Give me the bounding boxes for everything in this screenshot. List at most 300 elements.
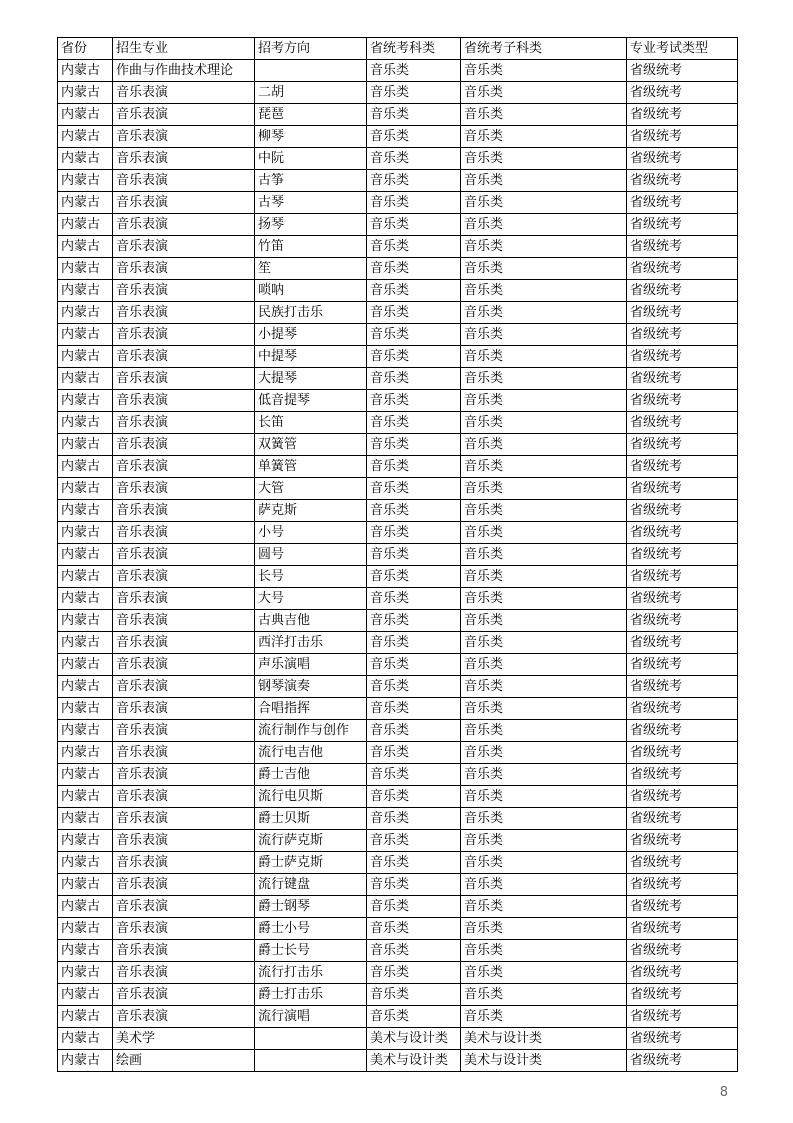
- cell-province: 内蒙古: [58, 258, 113, 280]
- table-row: [58, 214, 738, 236]
- cell-exam-subcategory: 音乐类: [461, 632, 627, 654]
- cell-exam-category: 音乐类: [367, 610, 461, 632]
- cell-exam-category: 音乐类: [367, 742, 461, 764]
- cell-exam-subcategory: 音乐类: [461, 720, 627, 742]
- cell-major: 音乐表演: [113, 544, 255, 566]
- cell-exam-type: 省级统考: [627, 764, 738, 786]
- cell-exam-type: 省级统考: [627, 808, 738, 830]
- cell-exam-subcategory: 音乐类: [461, 962, 627, 984]
- table-row: [58, 500, 738, 522]
- cell-direction: 古琴: [255, 192, 367, 214]
- cell-exam-type: 省级统考: [627, 192, 738, 214]
- table-row: [58, 962, 738, 984]
- cell-province: 内蒙古: [58, 1050, 113, 1072]
- cell-exam-category: 音乐类: [367, 786, 461, 808]
- cell-direction: 长笛: [255, 412, 367, 434]
- cell-exam-subcategory: 音乐类: [461, 654, 627, 676]
- cell-direction: 大提琴: [255, 368, 367, 390]
- cell-direction: 声乐演唱: [255, 654, 367, 676]
- table-row: [58, 610, 738, 632]
- cell-major: 音乐表演: [113, 82, 255, 104]
- cell-exam-category: 音乐类: [367, 82, 461, 104]
- cell-exam-subcategory: 音乐类: [461, 698, 627, 720]
- cell-major: 音乐表演: [113, 258, 255, 280]
- cell-exam-category: 音乐类: [367, 632, 461, 654]
- cell-direction: 二胡: [255, 82, 367, 104]
- cell-direction: 古典吉他: [255, 610, 367, 632]
- cell-exam-type: 省级统考: [627, 258, 738, 280]
- cell-exam-category: 音乐类: [367, 654, 461, 676]
- cell-province: 内蒙古: [58, 896, 113, 918]
- cell-province: 内蒙古: [58, 280, 113, 302]
- cell-exam-type: 省级统考: [627, 544, 738, 566]
- table-row: [58, 830, 738, 852]
- cell-major: 音乐表演: [113, 940, 255, 962]
- cell-direction: 民族打击乐: [255, 302, 367, 324]
- cell-major: 音乐表演: [113, 412, 255, 434]
- cell-province: 内蒙古: [58, 654, 113, 676]
- table-row: [58, 522, 738, 544]
- cell-province: 内蒙古: [58, 764, 113, 786]
- cell-exam-type: 省级统考: [627, 566, 738, 588]
- cell-major: 音乐表演: [113, 764, 255, 786]
- cell-direction: 合唱指挥: [255, 698, 367, 720]
- cell-major: 音乐表演: [113, 192, 255, 214]
- table-row: [58, 434, 738, 456]
- cell-exam-category: 音乐类: [367, 852, 461, 874]
- table-row: [58, 984, 738, 1006]
- cell-major: 音乐表演: [113, 610, 255, 632]
- table-row: [58, 566, 738, 588]
- cell-province: 内蒙古: [58, 1028, 113, 1050]
- table-row: [58, 654, 738, 676]
- cell-exam-subcategory: 音乐类: [461, 478, 627, 500]
- admissions-table: [57, 37, 738, 1072]
- table-row: [58, 896, 738, 918]
- cell-exam-subcategory: 音乐类: [461, 786, 627, 808]
- table-row: [58, 60, 738, 82]
- cell-exam-type: 省级统考: [627, 82, 738, 104]
- cell-exam-subcategory: 音乐类: [461, 214, 627, 236]
- cell-direction: 笙: [255, 258, 367, 280]
- cell-direction: 流行电吉他: [255, 742, 367, 764]
- cell-direction: 琵琶: [255, 104, 367, 126]
- cell-major: 音乐表演: [113, 500, 255, 522]
- table-row: [58, 588, 738, 610]
- header-direction: 招考方向: [255, 38, 367, 60]
- cell-province: 内蒙古: [58, 368, 113, 390]
- header-province: 省份: [58, 38, 113, 60]
- cell-province: 内蒙古: [58, 324, 113, 346]
- cell-exam-type: 省级统考: [627, 588, 738, 610]
- cell-direction: 爵士钢琴: [255, 896, 367, 918]
- cell-exam-subcategory: 美术与设计类: [461, 1028, 627, 1050]
- table-row: [58, 82, 738, 104]
- cell-direction: [255, 1050, 367, 1072]
- cell-exam-type: 省级统考: [627, 874, 738, 896]
- cell-province: 内蒙古: [58, 346, 113, 368]
- table-row: [58, 170, 738, 192]
- table-row: [58, 324, 738, 346]
- cell-province: 内蒙古: [58, 214, 113, 236]
- cell-province: 内蒙古: [58, 390, 113, 412]
- cell-exam-subcategory: 音乐类: [461, 918, 627, 940]
- cell-province: 内蒙古: [58, 1006, 113, 1028]
- cell-exam-type: 省级统考: [627, 368, 738, 390]
- cell-major: 音乐表演: [113, 852, 255, 874]
- cell-exam-subcategory: 音乐类: [461, 236, 627, 258]
- cell-province: 内蒙古: [58, 60, 113, 82]
- cell-exam-type: 省级统考: [627, 720, 738, 742]
- cell-exam-category: 音乐类: [367, 236, 461, 258]
- cell-exam-category: 音乐类: [367, 764, 461, 786]
- cell-direction: 萨克斯: [255, 500, 367, 522]
- cell-exam-type: 省级统考: [627, 346, 738, 368]
- cell-exam-category: 音乐类: [367, 104, 461, 126]
- cell-direction: 中阮: [255, 148, 367, 170]
- cell-direction: 流行萨克斯: [255, 830, 367, 852]
- cell-province: 内蒙古: [58, 830, 113, 852]
- cell-major: 音乐表演: [113, 1006, 255, 1028]
- cell-exam-category: 音乐类: [367, 170, 461, 192]
- cell-exam-category: 音乐类: [367, 346, 461, 368]
- cell-exam-subcategory: 音乐类: [461, 60, 627, 82]
- table-row: [58, 786, 738, 808]
- cell-exam-category: 音乐类: [367, 918, 461, 940]
- cell-exam-type: 省级统考: [627, 1028, 738, 1050]
- cell-major: 美术学: [113, 1028, 255, 1050]
- cell-direction: 爵士小号: [255, 918, 367, 940]
- cell-direction: 圆号: [255, 544, 367, 566]
- cell-exam-subcategory: 音乐类: [461, 302, 627, 324]
- cell-exam-subcategory: 音乐类: [461, 830, 627, 852]
- cell-exam-type: 省级统考: [627, 522, 738, 544]
- header-exam-subcategory: 省统考子科类: [461, 38, 627, 60]
- cell-direction: 中提琴: [255, 346, 367, 368]
- cell-exam-type: 省级统考: [627, 434, 738, 456]
- table-row: [58, 1006, 738, 1028]
- cell-exam-category: 音乐类: [367, 456, 461, 478]
- cell-province: 内蒙古: [58, 632, 113, 654]
- cell-province: 内蒙古: [58, 786, 113, 808]
- cell-major: 音乐表演: [113, 456, 255, 478]
- cell-exam-type: 省级统考: [627, 654, 738, 676]
- cell-exam-subcategory: 音乐类: [461, 742, 627, 764]
- cell-exam-subcategory: 音乐类: [461, 368, 627, 390]
- cell-exam-subcategory: 音乐类: [461, 148, 627, 170]
- table-header-row: [58, 38, 738, 60]
- cell-exam-type: 省级统考: [627, 456, 738, 478]
- cell-major: 音乐表演: [113, 632, 255, 654]
- cell-province: 内蒙古: [58, 456, 113, 478]
- cell-exam-subcategory: 音乐类: [461, 852, 627, 874]
- table-row: [58, 742, 738, 764]
- cell-exam-type: 省级统考: [627, 280, 738, 302]
- cell-major: 音乐表演: [113, 830, 255, 852]
- cell-province: 内蒙古: [58, 808, 113, 830]
- document-sheet: [57, 37, 737, 1072]
- table-row: [58, 280, 738, 302]
- cell-exam-category: 美术与设计类: [367, 1028, 461, 1050]
- cell-exam-category: 音乐类: [367, 874, 461, 896]
- cell-major: 音乐表演: [113, 896, 255, 918]
- cell-direction: 小号: [255, 522, 367, 544]
- table-row: [58, 852, 738, 874]
- cell-province: 内蒙古: [58, 170, 113, 192]
- header-exam-category: 省统考科类: [367, 38, 461, 60]
- cell-exam-type: 省级统考: [627, 676, 738, 698]
- table-row: [58, 676, 738, 698]
- cell-major: 音乐表演: [113, 170, 255, 192]
- cell-exam-type: 省级统考: [627, 984, 738, 1006]
- cell-province: 内蒙古: [58, 302, 113, 324]
- cell-exam-category: 音乐类: [367, 478, 461, 500]
- cell-exam-type: 省级统考: [627, 148, 738, 170]
- cell-exam-category: 音乐类: [367, 148, 461, 170]
- header-major: 招生专业: [113, 38, 255, 60]
- table-row: [58, 192, 738, 214]
- cell-province: 内蒙古: [58, 852, 113, 874]
- table-row: [58, 720, 738, 742]
- cell-direction: 爵士吉他: [255, 764, 367, 786]
- cell-major: 音乐表演: [113, 368, 255, 390]
- cell-exam-category: 音乐类: [367, 984, 461, 1006]
- cell-exam-category: 音乐类: [367, 698, 461, 720]
- header-exam-type: 专业考试类型: [627, 38, 738, 60]
- cell-exam-subcategory: 音乐类: [461, 258, 627, 280]
- cell-exam-type: 省级统考: [627, 126, 738, 148]
- cell-major: 音乐表演: [113, 302, 255, 324]
- table-row: [58, 808, 738, 830]
- table-row: [58, 478, 738, 500]
- cell-exam-subcategory: 音乐类: [461, 610, 627, 632]
- table-row: [58, 632, 738, 654]
- cell-exam-type: 省级统考: [627, 742, 738, 764]
- cell-direction: 扬琴: [255, 214, 367, 236]
- cell-exam-subcategory: 音乐类: [461, 764, 627, 786]
- cell-exam-category: 音乐类: [367, 60, 461, 82]
- cell-exam-category: 音乐类: [367, 412, 461, 434]
- cell-province: 内蒙古: [58, 940, 113, 962]
- cell-province: 内蒙古: [58, 236, 113, 258]
- cell-province: 内蒙古: [58, 676, 113, 698]
- cell-major: 音乐表演: [113, 566, 255, 588]
- cell-exam-subcategory: 音乐类: [461, 896, 627, 918]
- table-row: [58, 918, 738, 940]
- cell-province: 内蒙古: [58, 148, 113, 170]
- cell-direction: 爵士长号: [255, 940, 367, 962]
- cell-exam-category: 音乐类: [367, 896, 461, 918]
- cell-exam-type: 省级统考: [627, 632, 738, 654]
- page-number: 8: [719, 1085, 728, 1100]
- table-body: [58, 60, 738, 1072]
- cell-direction: 大管: [255, 478, 367, 500]
- cell-exam-type: 省级统考: [627, 214, 738, 236]
- cell-exam-category: 音乐类: [367, 566, 461, 588]
- cell-major: 音乐表演: [113, 390, 255, 412]
- table-row: [58, 236, 738, 258]
- cell-major: 作曲与作曲技术理论: [113, 60, 255, 82]
- table-row: [58, 544, 738, 566]
- cell-exam-type: 省级统考: [627, 478, 738, 500]
- cell-exam-subcategory: 音乐类: [461, 544, 627, 566]
- cell-exam-subcategory: 音乐类: [461, 984, 627, 1006]
- cell-province: 内蒙古: [58, 126, 113, 148]
- cell-major: 音乐表演: [113, 676, 255, 698]
- cell-province: 内蒙古: [58, 566, 113, 588]
- cell-exam-category: 音乐类: [367, 720, 461, 742]
- cell-exam-subcategory: 音乐类: [461, 522, 627, 544]
- cell-province: 内蒙古: [58, 918, 113, 940]
- cell-exam-subcategory: 音乐类: [461, 1006, 627, 1028]
- cell-province: 内蒙古: [58, 500, 113, 522]
- cell-direction: [255, 1028, 367, 1050]
- cell-direction: 钢琴演奏: [255, 676, 367, 698]
- cell-province: 内蒙古: [58, 104, 113, 126]
- cell-exam-subcategory: 音乐类: [461, 500, 627, 522]
- cell-exam-category: 音乐类: [367, 940, 461, 962]
- cell-exam-subcategory: 音乐类: [461, 808, 627, 830]
- cell-exam-type: 省级统考: [627, 390, 738, 412]
- cell-major: 音乐表演: [113, 148, 255, 170]
- cell-exam-subcategory: 音乐类: [461, 192, 627, 214]
- cell-province: 内蒙古: [58, 742, 113, 764]
- cell-exam-type: 省级统考: [627, 896, 738, 918]
- cell-direction: 流行打击乐: [255, 962, 367, 984]
- cell-direction: 低音提琴: [255, 390, 367, 412]
- cell-direction: 小提琴: [255, 324, 367, 346]
- cell-exam-category: 音乐类: [367, 368, 461, 390]
- cell-exam-type: 省级统考: [627, 60, 738, 82]
- cell-exam-type: 省级统考: [627, 412, 738, 434]
- cell-major: 音乐表演: [113, 742, 255, 764]
- table-row: [58, 368, 738, 390]
- cell-major: 音乐表演: [113, 126, 255, 148]
- cell-exam-subcategory: 音乐类: [461, 874, 627, 896]
- cell-exam-category: 音乐类: [367, 808, 461, 830]
- cell-direction: 大号: [255, 588, 367, 610]
- table-row: [58, 1028, 738, 1050]
- cell-exam-category: 音乐类: [367, 390, 461, 412]
- cell-exam-type: 省级统考: [627, 940, 738, 962]
- cell-exam-subcategory: 音乐类: [461, 82, 627, 104]
- cell-exam-category: 音乐类: [367, 830, 461, 852]
- cell-major: 音乐表演: [113, 698, 255, 720]
- table-row: [58, 1050, 738, 1072]
- cell-exam-subcategory: 音乐类: [461, 390, 627, 412]
- cell-province: 内蒙古: [58, 610, 113, 632]
- cell-major: 音乐表演: [113, 280, 255, 302]
- cell-province: 内蒙古: [58, 720, 113, 742]
- table-row: [58, 764, 738, 786]
- table-row: [58, 346, 738, 368]
- cell-direction: [255, 60, 367, 82]
- cell-province: 内蒙古: [58, 874, 113, 896]
- cell-major: 音乐表演: [113, 104, 255, 126]
- cell-major: 绘画: [113, 1050, 255, 1072]
- cell-exam-subcategory: 音乐类: [461, 566, 627, 588]
- table-row: [58, 456, 738, 478]
- cell-direction: 流行演唱: [255, 1006, 367, 1028]
- cell-exam-category: 音乐类: [367, 500, 461, 522]
- cell-exam-category: 美术与设计类: [367, 1050, 461, 1072]
- cell-direction: 爵士萨克斯: [255, 852, 367, 874]
- cell-major: 音乐表演: [113, 588, 255, 610]
- cell-exam-subcategory: 音乐类: [461, 170, 627, 192]
- cell-exam-type: 省级统考: [627, 610, 738, 632]
- table-row: [58, 302, 738, 324]
- cell-direction: 单簧管: [255, 456, 367, 478]
- cell-major: 音乐表演: [113, 324, 255, 346]
- cell-exam-type: 省级统考: [627, 918, 738, 940]
- table-row: [58, 698, 738, 720]
- cell-exam-type: 省级统考: [627, 302, 738, 324]
- cell-exam-type: 省级统考: [627, 324, 738, 346]
- cell-exam-type: 省级统考: [627, 786, 738, 808]
- cell-exam-category: 音乐类: [367, 280, 461, 302]
- cell-direction: 流行键盘: [255, 874, 367, 896]
- cell-exam-type: 省级统考: [627, 236, 738, 258]
- cell-direction: 爵士贝斯: [255, 808, 367, 830]
- cell-major: 音乐表演: [113, 214, 255, 236]
- table-row: [58, 126, 738, 148]
- cell-province: 内蒙古: [58, 698, 113, 720]
- cell-direction: 竹笛: [255, 236, 367, 258]
- cell-direction: 长号: [255, 566, 367, 588]
- cell-major: 音乐表演: [113, 236, 255, 258]
- cell-exam-category: 音乐类: [367, 588, 461, 610]
- cell-province: 内蒙古: [58, 434, 113, 456]
- table-row: [58, 874, 738, 896]
- cell-exam-type: 省级统考: [627, 1006, 738, 1028]
- cell-direction: 双簧管: [255, 434, 367, 456]
- cell-major: 音乐表演: [113, 984, 255, 1006]
- cell-major: 音乐表演: [113, 720, 255, 742]
- cell-major: 音乐表演: [113, 808, 255, 830]
- cell-exam-category: 音乐类: [367, 258, 461, 280]
- cell-major: 音乐表演: [113, 522, 255, 544]
- cell-major: 音乐表演: [113, 874, 255, 896]
- cell-major: 音乐表演: [113, 786, 255, 808]
- table-row: [58, 390, 738, 412]
- cell-major: 音乐表演: [113, 918, 255, 940]
- cell-exam-subcategory: 音乐类: [461, 940, 627, 962]
- cell-exam-category: 音乐类: [367, 302, 461, 324]
- cell-exam-subcategory: 音乐类: [461, 412, 627, 434]
- cell-direction: 爵士打击乐: [255, 984, 367, 1006]
- cell-exam-subcategory: 音乐类: [461, 676, 627, 698]
- cell-major: 音乐表演: [113, 478, 255, 500]
- cell-exam-subcategory: 音乐类: [461, 126, 627, 148]
- cell-major: 音乐表演: [113, 654, 255, 676]
- cell-exam-category: 音乐类: [367, 962, 461, 984]
- cell-exam-subcategory: 音乐类: [461, 588, 627, 610]
- cell-major: 音乐表演: [113, 962, 255, 984]
- cell-exam-category: 音乐类: [367, 126, 461, 148]
- cell-exam-category: 音乐类: [367, 324, 461, 346]
- cell-major: 音乐表演: [113, 346, 255, 368]
- cell-direction: 柳琴: [255, 126, 367, 148]
- cell-exam-subcategory: 音乐类: [461, 456, 627, 478]
- cell-exam-category: 音乐类: [367, 1006, 461, 1028]
- cell-exam-type: 省级统考: [627, 962, 738, 984]
- cell-direction: 流行电贝斯: [255, 786, 367, 808]
- cell-exam-type: 省级统考: [627, 698, 738, 720]
- cell-exam-category: 音乐类: [367, 544, 461, 566]
- cell-province: 内蒙古: [58, 588, 113, 610]
- cell-direction: 古筝: [255, 170, 367, 192]
- cell-exam-subcategory: 音乐类: [461, 280, 627, 302]
